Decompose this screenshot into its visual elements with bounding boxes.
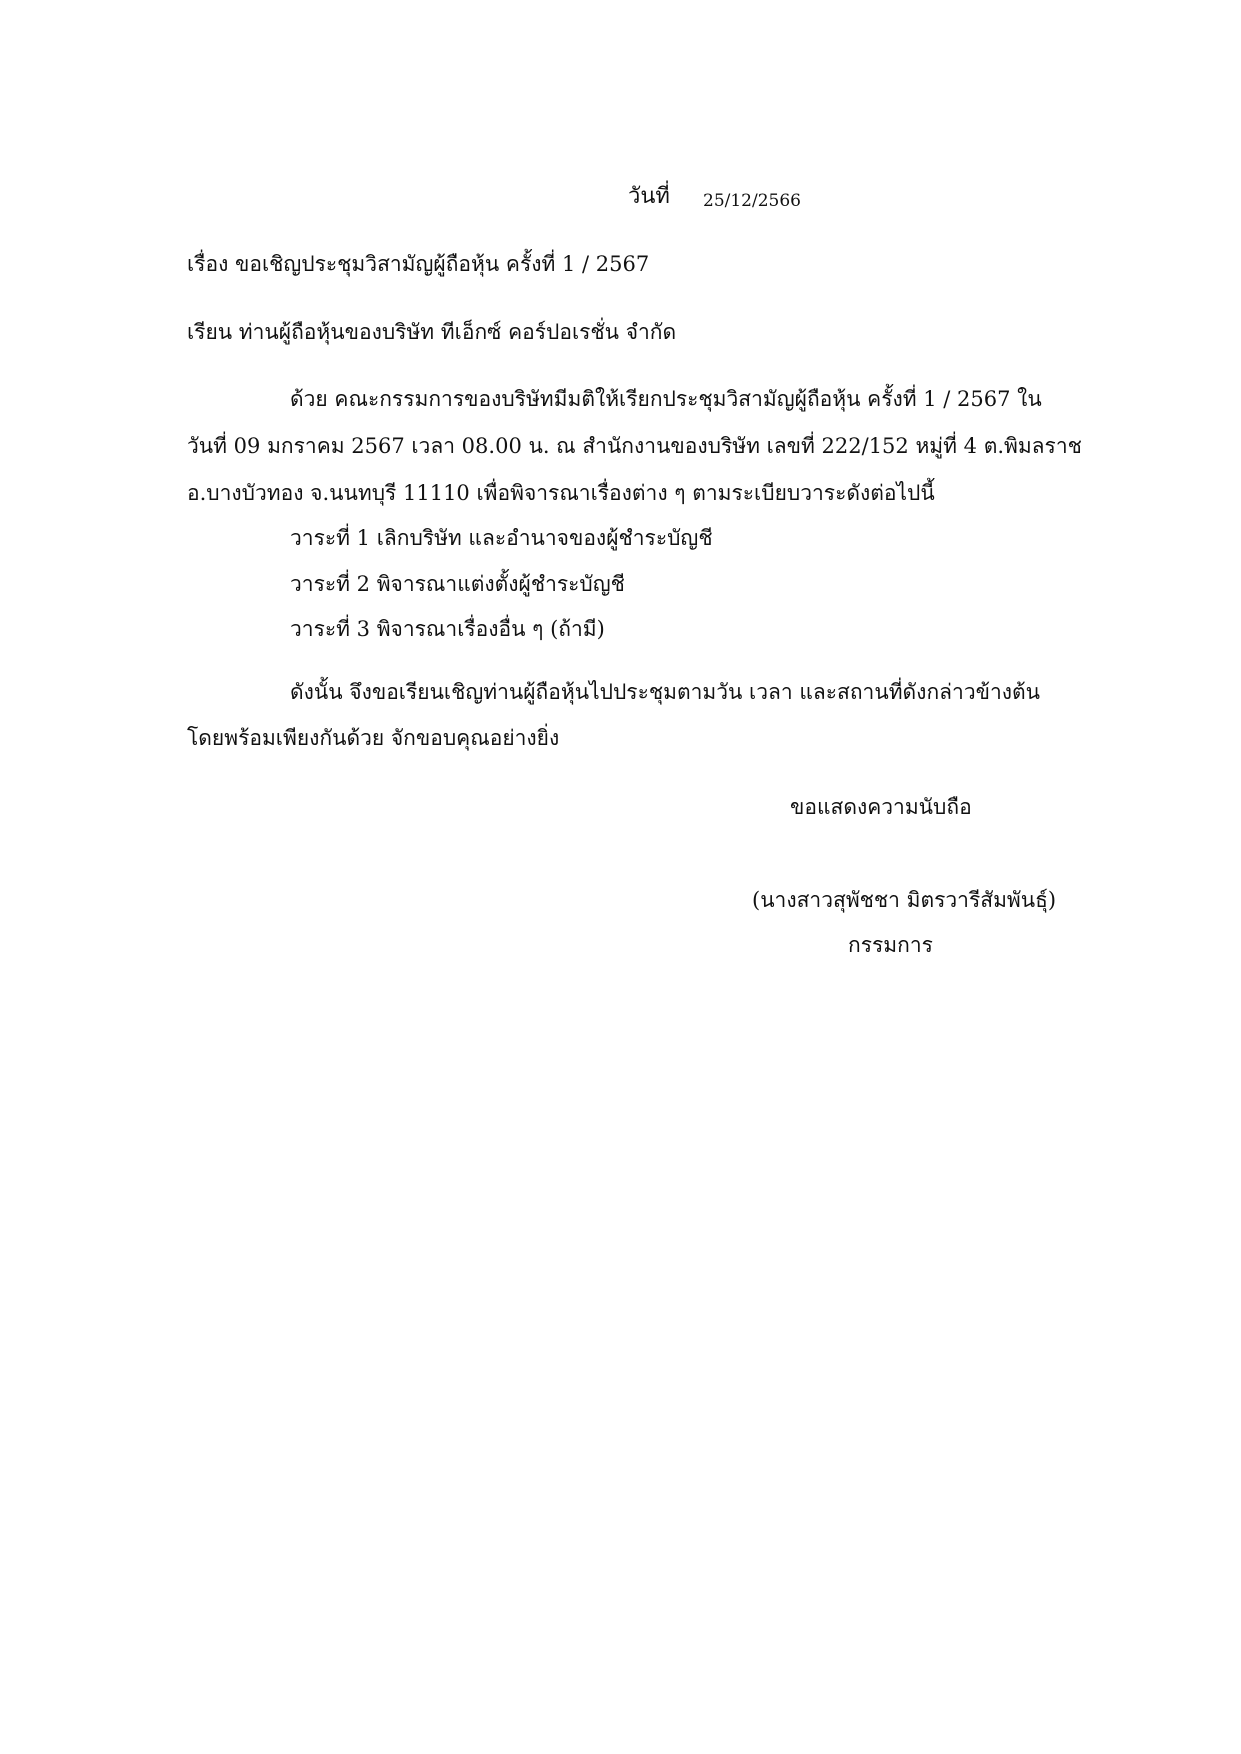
- agenda-item-1: วาระที่ 1 เลิกบริษัท และอำนาจของผู้ชำระบัญชี: [290, 526, 713, 550]
- agenda-item-3: วาระที่ 3 พิจารณาเรื่องอื่น ๆ (ถ้ามี): [290, 617, 605, 641]
- signer-position: กรรมการ: [848, 933, 933, 957]
- body-paragraph-line-3: อ.บางบัวทอง จ.นนทบุรี 11110 เพื่อพิจารณาเรื่องต่าง ๆ ตามระเบียบวาระดังต่อไปนี้: [187, 481, 935, 505]
- signer-name: (นางสาวสุพัชชา มิตรวารีสัมพันธุ์): [752, 888, 1057, 912]
- agenda-item-2: วาระที่ 2 พิจารณาแต่งตั้งผู้ชำระบัญชี: [290, 572, 625, 596]
- body-paragraph-line-1: ด้วย คณะกรรมการของบริษัทมีมติให้เรียกประชุมวิสามัญผู้ถือหุ้น ครั้งที่ 1 / 2567 ใน: [290, 387, 1042, 411]
- date-value: 25/12/2566: [703, 191, 801, 211]
- body-paragraph-line-2: วันที่ 09 มกราคม 2567 เวลา 08.00 น. ณ สำนักงานของบริษัท เลขที่ 222/152 หมู่ที่ 4 ต.พิมลราช: [187, 434, 1082, 458]
- closing-paragraph-line-2: โดยพร้อมเพียงกันด้วย จักขอบคุณอย่างยิ่ง: [187, 726, 560, 750]
- subject-line: เรื่อง ขอเชิญประชุมวิสามัญผู้ถือหุ้น ครั้งที่ 1 / 2567: [187, 252, 650, 276]
- date-label: วันที่: [628, 184, 670, 209]
- recipient-line: เรียน ท่านผู้ถือหุ้นของบริษัท ทีเอ็กซ์ คอร์ปอเรชั่น จำกัด: [187, 320, 677, 344]
- regards-line: ขอแสดงความนับถือ: [790, 795, 972, 819]
- closing-paragraph-line-1: ดังนั้น จึงขอเรียนเชิญท่านผู้ถือหุ้นไปประชุมตามวัน เวลา และสถานที่ดังกล่าวข้างต้น: [290, 680, 1041, 704]
